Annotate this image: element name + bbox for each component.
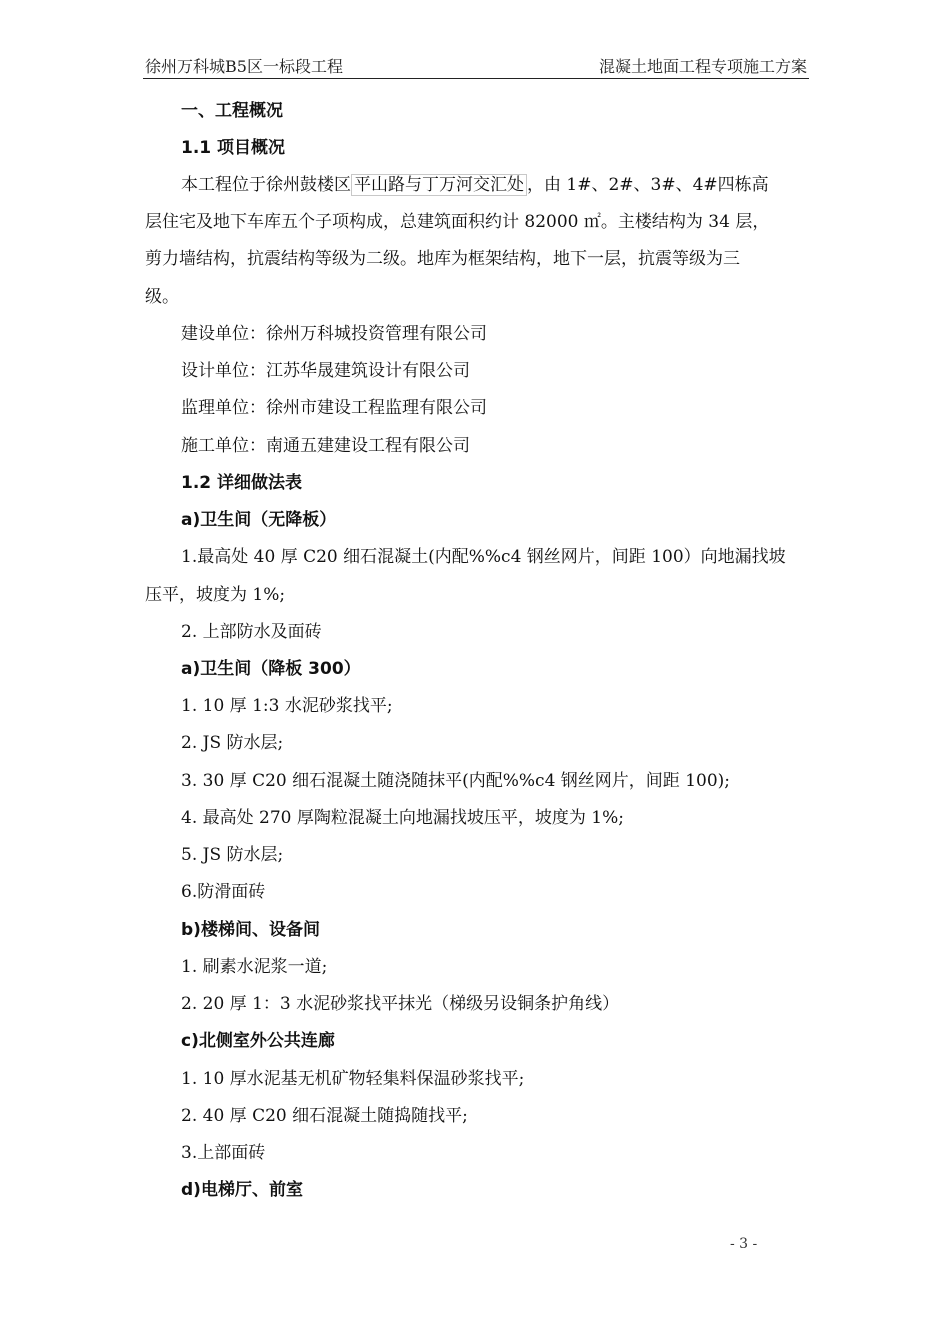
item-c-step1: 1. 10 厚水泥基无机矿物轻集料保温砂浆找平;: [181, 1069, 525, 1089]
page-header: [143, 52, 809, 79]
item-c-step3: 3.上部面砖: [181, 1143, 266, 1163]
item-a2-step3: 3. 30 厚 C20 细石混凝土随浇随抹平(内配%%c4 钢丝网片，间距 100);: [181, 771, 730, 791]
item-a2-step5: 5. JS 防水层;: [181, 845, 284, 865]
item-a2-step1: 1. 10 厚 1:3 水泥砂浆找平;: [181, 696, 393, 716]
item-b-step2: 2. 20 厚 1：3 水泥砂浆找平抹光（梯级另设铜条护角线）: [181, 994, 620, 1014]
item-a2-step2: 2. JS 防水层;: [181, 733, 284, 753]
item-d-title: d)电梯厅、前室: [181, 1180, 303, 1200]
overview-paragraph-line1: [181, 173, 769, 197]
item-a1-step1-line2: 压平，坡度为 1%;: [145, 585, 286, 605]
supervision-unit: 监理单位：徐州市建设工程监理有限公司: [181, 398, 487, 418]
header-project-name: 徐州万科城B5区一标段工程: [145, 57, 343, 76]
overview-paragraph-line4: 级。: [145, 287, 179, 307]
item-a2-title: a)卫生间（降板 300）: [181, 659, 361, 679]
design-unit: 设计单位：江苏华晟建筑设计有限公司: [181, 361, 470, 381]
item-a1-title: a)卫生间（无降板）: [181, 510, 337, 530]
page-number: - 3 -: [730, 1236, 758, 1252]
item-b-step1: 1. 刷素水泥浆一道;: [181, 957, 328, 977]
text-span: 本工程位于徐州鼓楼区: [181, 175, 351, 195]
overview-paragraph-line3: 剪力墙结构，抗震结构等级为二级。地库为框架结构，地下一层，抗震等级为三: [145, 249, 740, 269]
subsection-title-1-1: 1.1 项目概况: [181, 138, 286, 158]
item-b-title: b)楼梯间、设备间: [181, 920, 320, 940]
item-a1-step2: 2. 上部防水及面砖: [181, 622, 322, 642]
item-a1-step1-line1: 1.最高处 40 厚 C20 细石混凝土(内配%%c4 钢丝网片，间距 100）向地漏找坡: [181, 547, 786, 567]
owner-unit: 建设单位：徐州万科城投资管理有限公司: [181, 324, 487, 344]
text-span: ，由 1#、2#、3#、4#四栋高: [527, 175, 769, 195]
item-c-step2: 2. 40 厚 C20 细石混凝土随捣随找平;: [181, 1106, 468, 1126]
construction-unit: 施工单位：南通五建建设工程有限公司: [181, 436, 470, 456]
item-a2-step4: 4. 最高处 270 厚陶粒混凝土向地漏找坡压平，坡度为 1%;: [181, 808, 624, 828]
item-a2-step6: 6.防滑面砖: [181, 882, 266, 902]
header-document-title: 混凝土地面工程专项施工方案: [598, 57, 807, 76]
item-c-title: c)北侧室外公共连廊: [181, 1031, 335, 1051]
section-title: 一、工程概况: [181, 101, 283, 121]
subsection-title-1-2: 1.2 详细做法表: [181, 473, 303, 493]
overview-paragraph-line2: 层住宅及地下车库五个子项构成，总建筑面积约计 82000 ㎡。主楼结构为 34 层，: [145, 212, 770, 232]
highlighted-location: 平山路与丁万河交汇处: [351, 174, 527, 196]
